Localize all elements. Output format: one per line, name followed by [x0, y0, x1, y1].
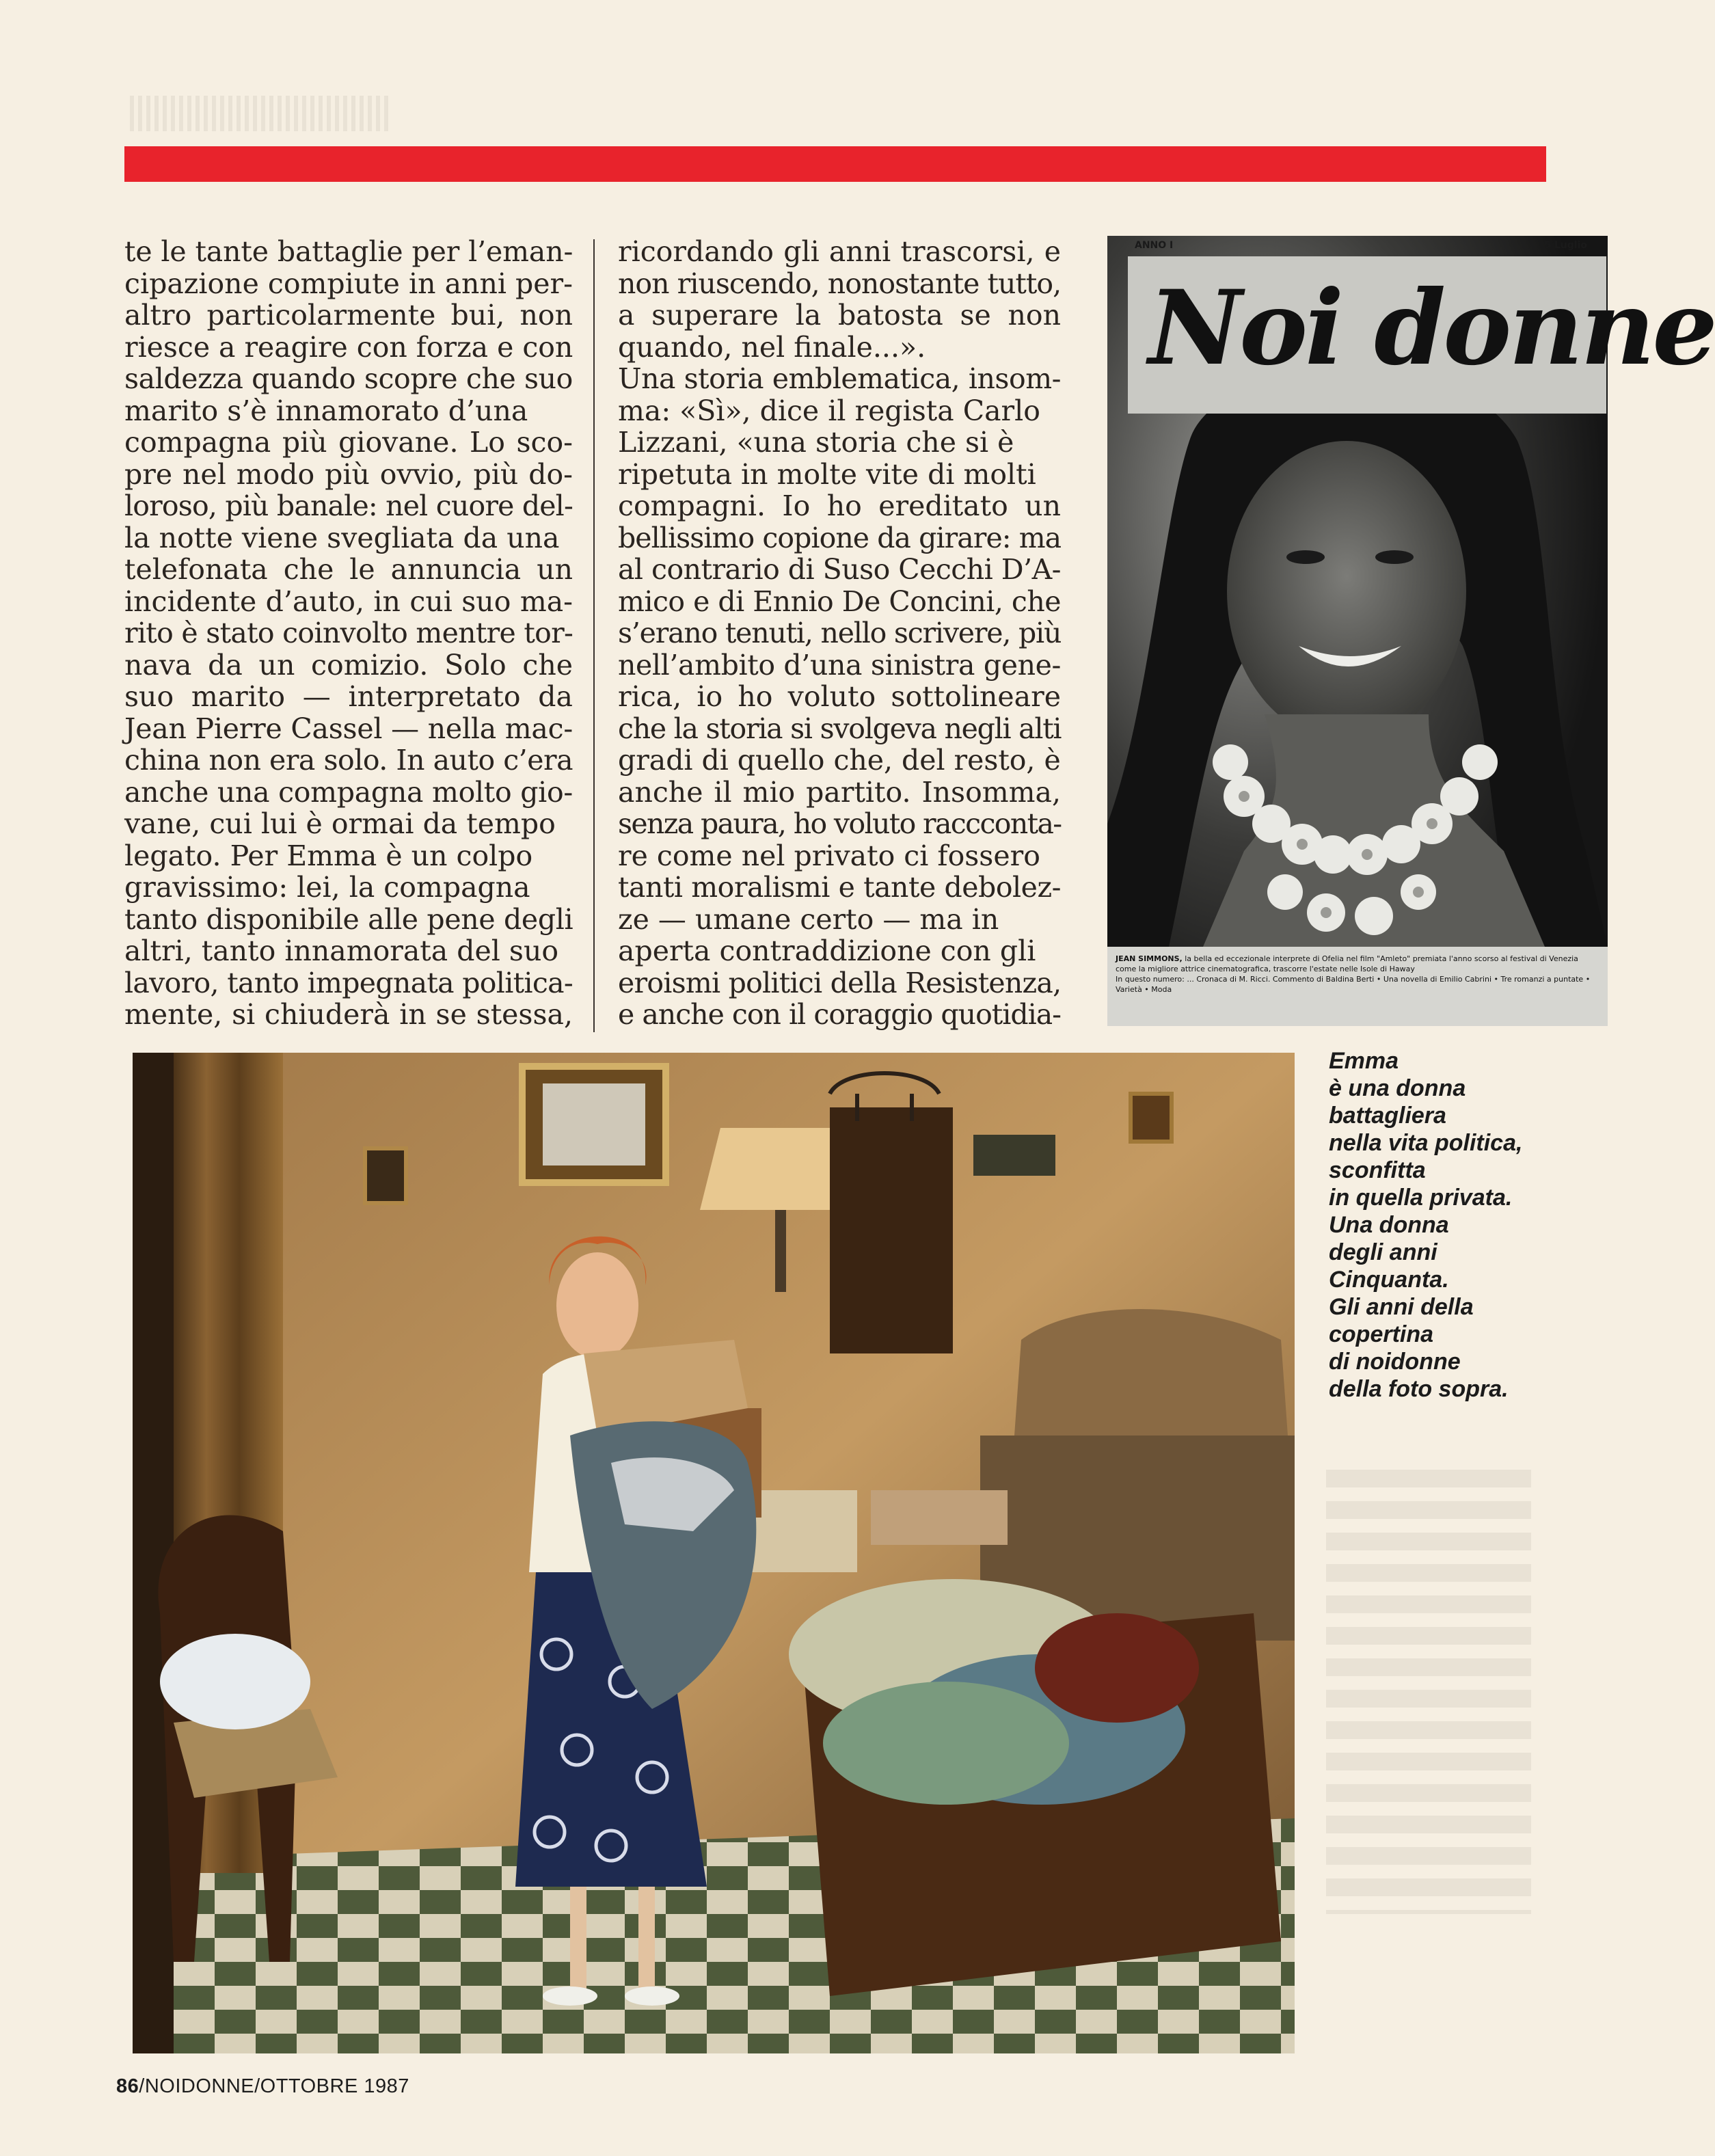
article-line: tanto disponibile alle pene degli — [124, 902, 573, 936]
article-line: bellissimo copione da girare: ma — [618, 521, 1062, 554]
article-line: quando, nel finale...». — [618, 330, 926, 364]
article-line: gradi di quello che, del resto, è — [618, 744, 1061, 777]
bleed-through-text — [1326, 1470, 1531, 1914]
caption-line: è una donna — [1329, 1075, 1466, 1101]
article-line: s’erano tenuti, nello scrivere, più — [618, 617, 1062, 649]
caption-line: Gli anni della — [1329, 1294, 1474, 1320]
article-line: mico e di Ennio De Concini, che — [618, 584, 1061, 618]
article-line: aperta contraddizione con gli — [618, 934, 1036, 967]
caption-line: battagliera — [1329, 1103, 1446, 1129]
caption-line: di noidonne — [1329, 1349, 1461, 1375]
cover-caption-line2: In questo numero: ... Cronaca di M. Ricci. Commento di Baldina Berti • Una novella di Emilio Cabrini • Tre romanzi a puntate • Varietà • Moda — [1116, 975, 1591, 994]
caption-line: Una donna — [1329, 1212, 1449, 1238]
article-line: la notte viene svegliata da una — [124, 521, 560, 554]
column-divider — [593, 239, 595, 1032]
article-line: Lizzani, «una storia che si è — [618, 426, 1014, 459]
article-line: re come nel privato ci fossero — [618, 839, 1040, 872]
header-ghost-print — [130, 96, 390, 131]
article-column-1 — [124, 236, 573, 1031]
red-header-bar — [124, 146, 1546, 182]
article-line: china non era solo. In auto c’era — [124, 744, 573, 777]
photo-caption — [1329, 1047, 1554, 1403]
article-line: Una storia emblematica, insom- — [618, 362, 1061, 395]
article-line: al contrario di Suso Cecchi D’A- — [618, 553, 1061, 586]
article-column-2 — [618, 236, 1061, 1031]
caption-line: della foto sopra. — [1329, 1376, 1509, 1402]
article-line: gravissimo: lei, la compagna — [124, 871, 530, 904]
article-line: pre nel modo più ovvio, più do- — [124, 457, 573, 491]
article-line: rica, io ho voluto sottolineare — [618, 680, 1061, 713]
article-line: e anche con il coraggio quotidia- — [618, 998, 1061, 1031]
cover-issue-left: ANNO I — [1135, 240, 1174, 251]
article-line: anche una compagna molto gio- — [124, 775, 573, 809]
article-line: senza paura, ho voluto raccconta- — [618, 807, 1062, 840]
article-line: cipazione compiute in anni per- — [124, 267, 573, 300]
caption-line: Emma — [1329, 1048, 1399, 1074]
article-line: eroismi politici della Resistenza, — [618, 966, 1062, 999]
page-number: 86 — [116, 2075, 139, 2097]
article-line: legato. Per Emma è un colpo — [124, 839, 533, 872]
caption-line: Cinquanta. — [1329, 1267, 1449, 1293]
article-line: telefonata che le annuncia un — [124, 553, 573, 586]
article-line: altri, tanto innamorata del suo — [124, 934, 559, 967]
cover-caption — [1107, 947, 1608, 1026]
publication-line: /NOIDONNE/OTTOBRE 1987 — [139, 2075, 409, 2097]
article-line: te le tante battaglie per l’eman- — [124, 235, 573, 268]
article-line: incidente d’auto, in cui suo ma- — [124, 584, 573, 618]
article-line: ze — umane certo — ma in — [618, 902, 999, 936]
page-footer — [116, 2075, 409, 2098]
cover-masthead: Noi donne — [1128, 256, 1606, 414]
article-line: nell’ambito d’una sinistra gene- — [618, 648, 1061, 682]
article-line: nava da un comizio. Solo che — [124, 648, 573, 682]
article-line: suo marito — interpretato da — [124, 680, 573, 713]
article-line: riesce a reagire con forza e con — [124, 330, 573, 364]
article-line: rito è stato coinvolto mentre tor- — [124, 617, 573, 649]
article-line: altro particolarmente bui, non — [124, 299, 573, 332]
article-line: compagna più giovane. Lo sco- — [124, 426, 573, 459]
emma-interior-photo — [133, 1053, 1295, 2053]
article-line: mente, si chiuderà in se stessa, — [124, 998, 573, 1031]
article-line: saldezza quando scopre che suo — [124, 362, 573, 395]
article-line: vane, cui lui è ormai da tempo — [124, 807, 556, 840]
article-line: loroso, più banale: nel cuore del- — [124, 489, 573, 522]
caption-line: in quella privata. — [1329, 1185, 1513, 1211]
caption-line: copertina — [1329, 1321, 1434, 1347]
article-line: compagni. Io ho ereditato un — [618, 489, 1061, 522]
caption-line: degli anni — [1329, 1239, 1437, 1265]
article-line: marito s’è innamorato d’una — [124, 394, 528, 427]
caption-line: sconfitta — [1329, 1157, 1426, 1183]
article-line: anche il mio partito. Insomma, — [618, 775, 1061, 809]
article-line: a superare la batosta se non — [618, 299, 1061, 332]
article-line: non riuscendo, nonostante tutto, — [618, 267, 1062, 300]
cover-caption-line1: la bella ed eccezionale interprete di Ofelia nel film "Amleto" premiata l'anno scorso al festival di Venezia come la migliore attrice cinematografica, trascorre l'estate nelle Isole di Haway — [1116, 954, 1578, 973]
article-line: che la storia si svolgeva negli alti — [618, 712, 1062, 745]
cover-caption-name: JEAN SIMMONS, — [1116, 954, 1183, 963]
article-line: ricordando gli anni trascorsi, e — [618, 235, 1061, 268]
article-line: tanti moralismi e tante debolez- — [618, 871, 1061, 904]
article-line: ma: «Sì», dice il regista Carlo — [618, 394, 1040, 427]
article-line: ripetuta in molte vite di molti — [618, 457, 1036, 491]
interior-photo-art — [133, 1053, 1295, 2053]
article-line: Jean Pierre Cassel — nella mac- — [124, 712, 573, 745]
article-line: lavoro, tanto impegnata politica- — [124, 966, 573, 999]
noidonne-cover-image — [1107, 236, 1715, 1026]
caption-line: nella vita politica, — [1329, 1130, 1523, 1156]
cover-issue-date: 5 Luglio — [1544, 240, 1587, 251]
